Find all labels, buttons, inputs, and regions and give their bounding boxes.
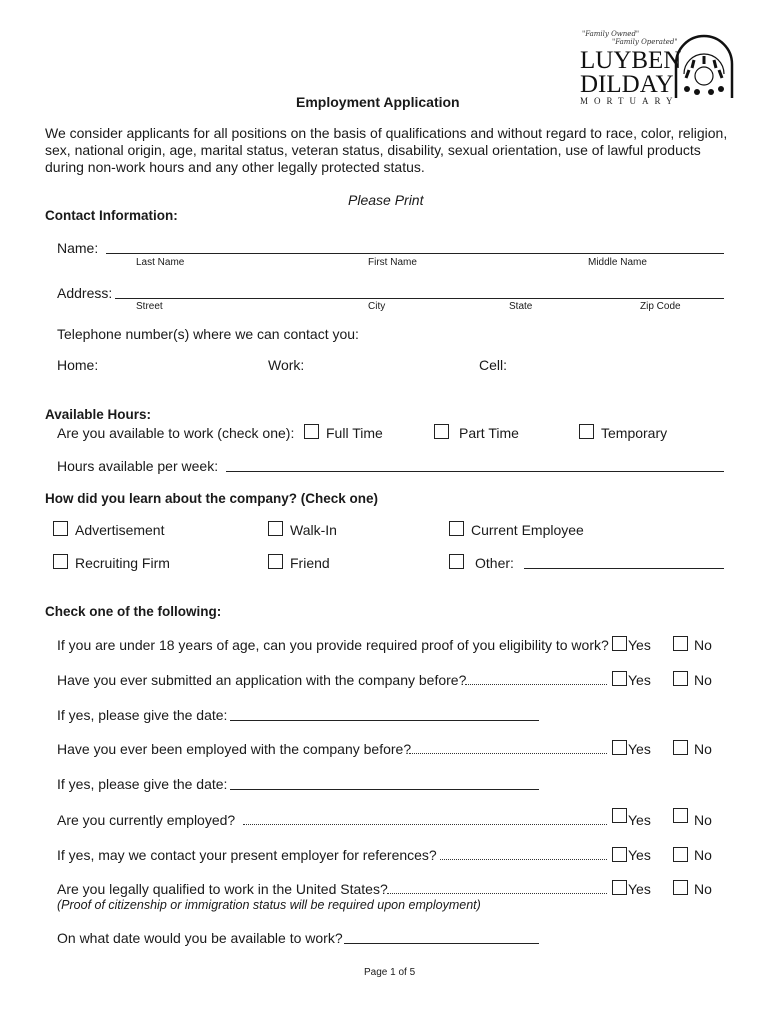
q4-no-label: No: [694, 812, 712, 828]
part-time-label: Part Time: [459, 425, 519, 441]
learn-heading: How did you learn about the company? (Check one): [45, 491, 379, 506]
check-heading: Check one of the following:: [45, 604, 222, 619]
intro-line-2: sex, national origin, age, marital status, veteran status, disability, sexual orientation, use of lawful products: [45, 142, 701, 158]
name-label: Name:: [57, 240, 99, 256]
q5-leader: [440, 859, 607, 860]
contact-heading: Contact Information:: [45, 208, 178, 223]
intro-line-1: We consider applicants for all positions on the basis of qualifications and without regard to race, color, religion,: [45, 125, 728, 141]
logo-tagline-2: "Family Operated": [612, 38, 678, 46]
q4-yes-label: Yes: [628, 812, 651, 828]
name-sub-first: First Name: [368, 257, 417, 268]
logo-word-mortuary: MORTUARY: [580, 96, 679, 106]
recruiting-firm-checkbox[interactable]: [53, 554, 68, 569]
address-sub-street: Street: [136, 301, 163, 312]
friend-checkbox[interactable]: [268, 554, 283, 569]
q1-yes-label: Yes: [628, 637, 651, 653]
q5-yes-checkbox[interactable]: [612, 847, 627, 862]
q2-label: Have you ever submitted an application with the company before?: [57, 672, 467, 688]
phone-label: Telephone number(s) where we can contact you:: [57, 326, 359, 342]
please-print-note: Please Print: [348, 192, 424, 208]
name-sub-middle: Middle Name: [588, 257, 647, 268]
logo-word-dilday: DILDAY: [580, 71, 674, 98]
address-sub-zip: Zip Code: [640, 301, 681, 312]
temporary-checkbox[interactable]: [579, 424, 594, 439]
phone-work-field[interactable]: Work:: [268, 357, 305, 373]
address-field[interactable]: [115, 298, 724, 299]
logo-tagline-1: "Family Owned": [582, 30, 640, 38]
logo-arch-emblem: [672, 34, 736, 100]
q4-no-checkbox[interactable]: [673, 808, 688, 823]
q6-yes-label: Yes: [628, 881, 651, 897]
q6-note: (Proof of citizenship or immigration status will be required upon employment): [57, 898, 481, 912]
q6-no-checkbox[interactable]: [673, 880, 688, 895]
part-time-checkbox[interactable]: [434, 424, 449, 439]
q4-yes-checkbox[interactable]: [612, 808, 627, 823]
q6-label: Are you legally qualified to work in the United States?: [57, 881, 388, 897]
q5-no-checkbox[interactable]: [673, 847, 688, 862]
current-employee-checkbox[interactable]: [449, 521, 464, 536]
hours-per-week-label: Hours available per week:: [57, 458, 219, 474]
q3-no-label: No: [694, 741, 712, 757]
q6-no-label: No: [694, 881, 712, 897]
q1-no-checkbox[interactable]: [673, 636, 688, 651]
q6-leader: [387, 893, 607, 894]
q2-no-label: No: [694, 672, 712, 688]
logo-word-luyben: LUYBEN: [580, 47, 682, 74]
q4-leader: [243, 824, 607, 825]
q3-date-field[interactable]: [230, 789, 539, 790]
q1-yes-checkbox[interactable]: [612, 636, 627, 651]
q3-yes-checkbox[interactable]: [612, 740, 627, 755]
hours-per-week-field[interactable]: [226, 471, 724, 472]
q2-leader: [465, 684, 607, 685]
q2-no-checkbox[interactable]: [673, 671, 688, 686]
q2-yes-checkbox[interactable]: [612, 671, 627, 686]
recruiting-firm-label: Recruiting Firm: [75, 555, 170, 571]
hours-heading: Available Hours:: [45, 407, 152, 422]
full-time-checkbox[interactable]: [304, 424, 319, 439]
q5-yes-label: Yes: [628, 847, 651, 863]
q3-yes-label: Yes: [628, 741, 651, 757]
address-sub-city: City: [368, 301, 386, 312]
advertisement-checkbox[interactable]: [53, 521, 68, 536]
name-sub-last: Last Name: [136, 257, 185, 268]
q2-date-field[interactable]: [230, 720, 539, 721]
advertisement-label: Advertisement: [75, 522, 165, 538]
friend-label: Friend: [290, 555, 330, 571]
phone-home-field[interactable]: Home:: [57, 357, 99, 373]
q1-no-label: No: [694, 637, 712, 653]
address-label: Address:: [57, 285, 113, 301]
intro-line-3: during non-work hours and any other legally protected status.: [45, 159, 425, 175]
walk-in-checkbox[interactable]: [268, 521, 283, 536]
temporary-label: Temporary: [601, 425, 668, 441]
q2-yes-label: Yes: [628, 672, 651, 688]
mortuary-logo: [576, 28, 736, 108]
other-field[interactable]: [524, 568, 724, 569]
available-date-label: On what date would you be available to work?: [57, 930, 343, 946]
name-field[interactable]: [106, 253, 724, 254]
available-date-field[interactable]: [344, 943, 539, 944]
q3-label: Have you ever been employed with the company before?: [57, 741, 412, 757]
q4-label: Are you currently employed?: [57, 812, 236, 828]
full-time-label: Full Time: [326, 425, 383, 441]
q1-label: If you are under 18 years of age, can you provide required proof of you eligibility to work?: [57, 637, 609, 653]
q3-leader: [409, 753, 607, 754]
q5-label: If yes, may we contact your present employer for references?: [57, 847, 437, 863]
q3-date-label: If yes, please give the date:: [57, 776, 228, 792]
q5-no-label: No: [694, 847, 712, 863]
page-title: Employment Application: [296, 94, 460, 110]
other-checkbox[interactable]: [449, 554, 464, 569]
other-label: Other:: [475, 555, 514, 571]
phone-cell-field[interactable]: Cell:: [479, 357, 508, 373]
current-employee-label: Current Employee: [471, 522, 584, 538]
walk-in-label: Walk-In: [290, 522, 337, 538]
q2-date-label: If yes, please give the date:: [57, 707, 228, 723]
q3-no-checkbox[interactable]: [673, 740, 688, 755]
hours-question: Are you available to work (check one):: [57, 425, 295, 441]
q6-yes-checkbox[interactable]: [612, 880, 627, 895]
page-number: Page 1 of 5: [364, 967, 416, 978]
address-sub-state: State: [509, 301, 533, 312]
